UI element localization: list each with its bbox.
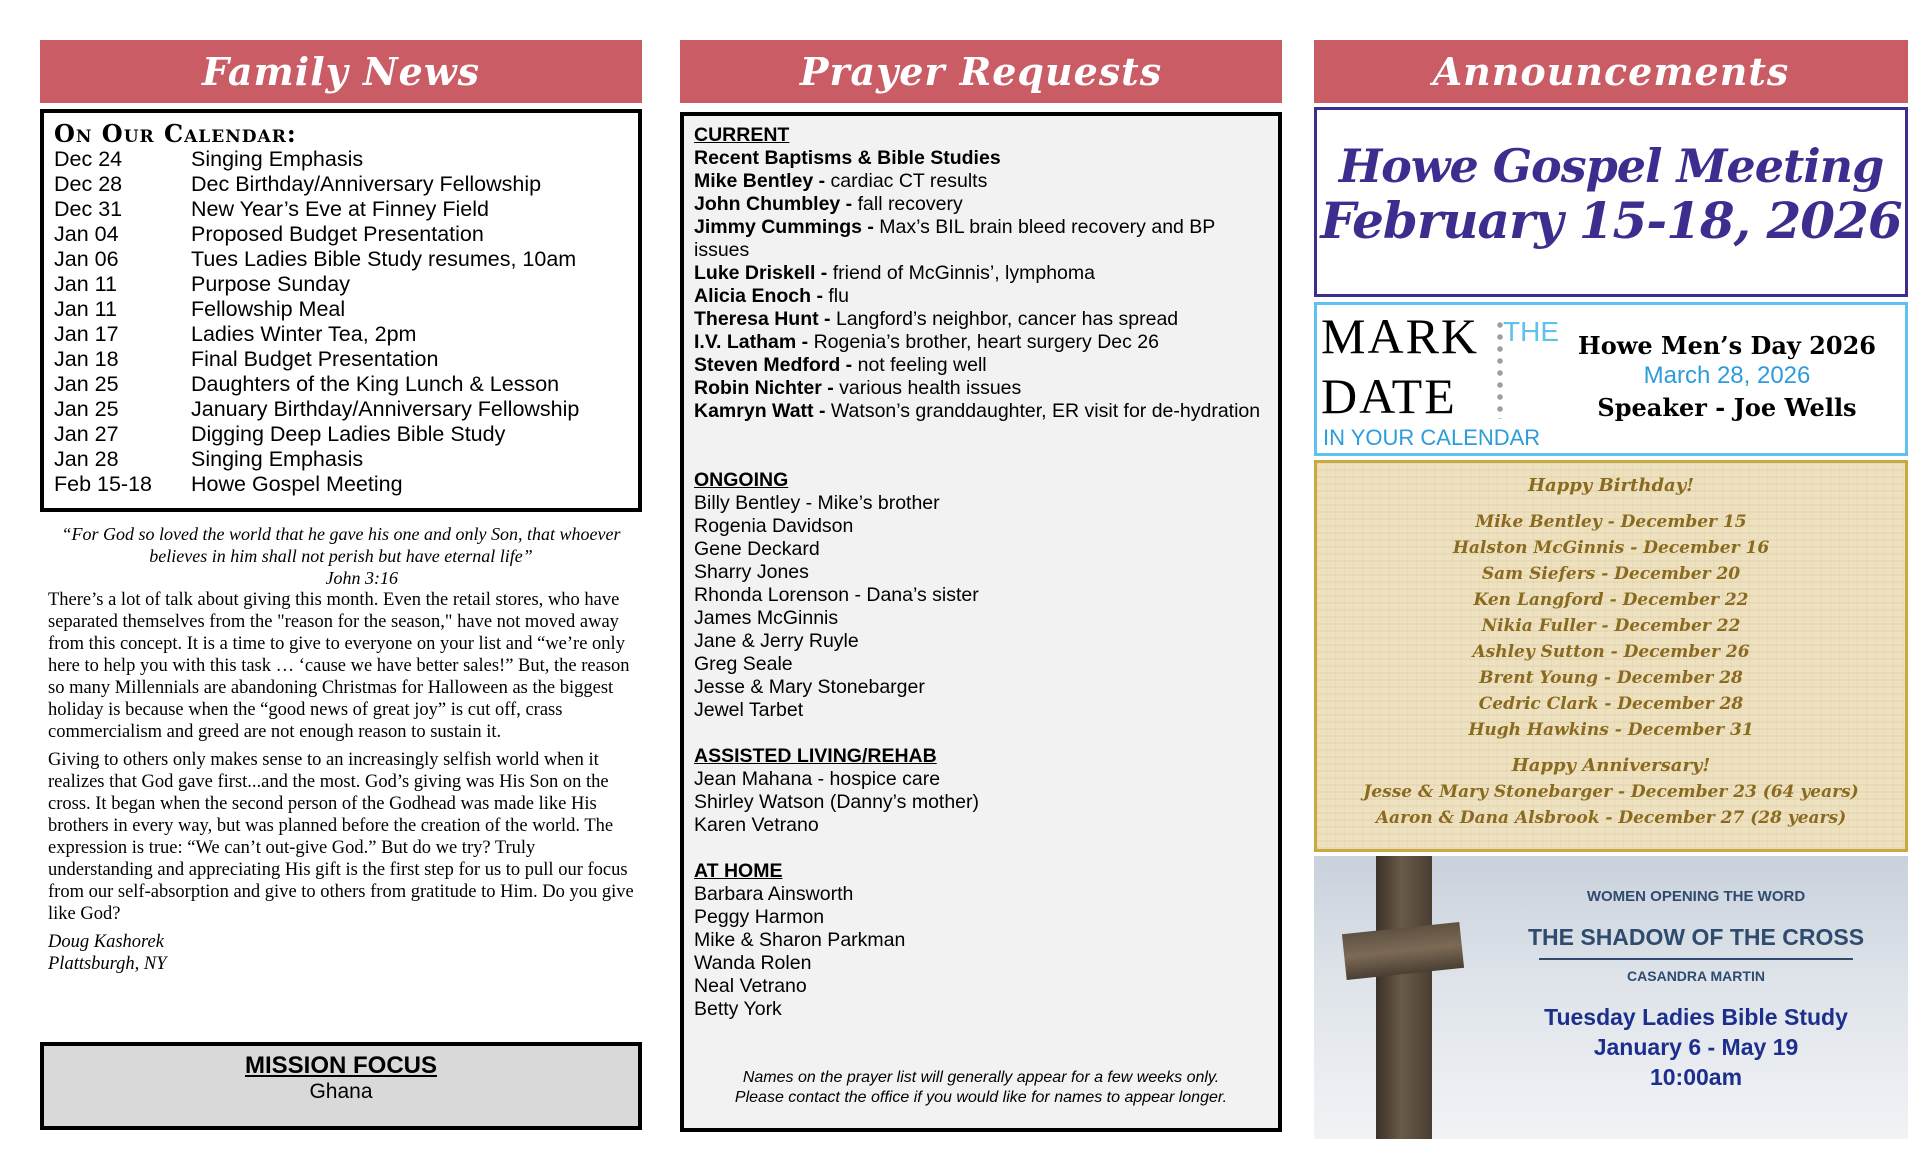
prayer-note: cardiac CT results [830, 170, 988, 192]
birthday-title: Happy Birthday! [1527, 475, 1695, 496]
calendar-row [54, 247, 628, 272]
mark-word: MARK [1321, 308, 1480, 364]
prayer-item: Jean Mahana - hospice care [694, 768, 941, 790]
prayer-name: Luke Driskell - [694, 262, 833, 284]
prayer-note: Langford’s neighbor, cancer has spread [835, 308, 1179, 330]
study-name: Tuesday Ladies Bible Study [1544, 1004, 1848, 1030]
article-author: Doug Kashorek [48, 932, 164, 952]
prayer-item [694, 193, 1268, 216]
spacer [1317, 499, 1905, 509]
announcements-column [1314, 40, 1908, 1139]
prayer-name: Steven Medford - [694, 354, 858, 376]
birthday-item: Hugh Hawkins - December 31 [1468, 720, 1754, 740]
mens-day-title: Howe Men’s Day 2026 [1578, 331, 1876, 360]
calendar-event: Proposed Budget Presentation [191, 222, 484, 246]
prayer-list-note [684, 1068, 1278, 1108]
prayer-requests-column [680, 40, 1282, 1132]
birthdays-anniversaries-box [1314, 460, 1908, 852]
spacer [694, 423, 1268, 469]
verse-reference: John 3:16 [325, 568, 398, 588]
calendar-date: Dec 28 [54, 172, 123, 196]
calendar-event: January Birthday/Anniversary Fellowship [191, 397, 580, 421]
prayer-item: Karen Vetrano [694, 814, 819, 836]
current-section-title: CURRENT [694, 124, 790, 146]
prayer-item: Rogenia Davidson [694, 515, 854, 537]
prayer-item: Peggy Harmon [694, 906, 825, 928]
prayer-item: Sharry Jones [694, 561, 809, 583]
birthday-item: Ashley Sutton - December 26 [1472, 642, 1750, 662]
birthday-item: Mike Bentley - December 15 [1475, 512, 1747, 532]
calendar-event: Purpose Sunday [191, 272, 350, 296]
calendar-date: Jan 11 [54, 272, 117, 296]
prayer-item: James McGinnis [694, 607, 839, 629]
devotional-article [48, 589, 642, 925]
prayer-item: Wanda Rolen [694, 952, 812, 974]
prayer-name: Kamryn Watt - [694, 400, 831, 422]
calendar-event: Dec Birthday/Anniversary Fellowship [191, 172, 542, 196]
calendar-date: Jan 06 [54, 247, 119, 271]
current-subtitle: Recent Baptisms & Bible Studies [694, 147, 1001, 169]
anniversary-item: Aaron & Dana Alsbrook - December 27 (28 years) [1375, 808, 1847, 828]
prayer-name: John Chumbley - [694, 193, 858, 215]
prayer-item: Greg Seale [694, 653, 793, 675]
prayer-item [694, 331, 1268, 354]
calendar-date: Jan 18 [54, 347, 119, 371]
calendar-date: Dec 31 [54, 197, 123, 221]
mens-day-info [1557, 331, 1897, 425]
spacer [1317, 743, 1905, 753]
prayer-name: Mike Bentley - [694, 170, 831, 192]
birthday-item: Brent Young - December 28 [1479, 668, 1743, 688]
verse-text: “For God so loved the world that he gave his one and only Son, that whoever believes in him shall not perish but have eternal life” [61, 524, 621, 566]
calendar-event: Singing Emphasis [191, 147, 364, 171]
calendar-date: Jan 11 [54, 297, 117, 321]
calendar-event: Fellowship Meal [191, 297, 346, 321]
calendar-row [54, 297, 628, 322]
birthday-item: Nikia Fuller - December 22 [1481, 616, 1741, 636]
calendar-event: New Year’s Eve at Finney Field [191, 197, 489, 221]
spacer [694, 837, 1268, 860]
calendar-event: Singing Emphasis [191, 447, 364, 471]
anniversary-title: Happy Anniversary! [1511, 755, 1711, 776]
calendar-list [54, 147, 628, 497]
prayer-item [694, 262, 1268, 285]
calendar-event: Daughters of the King Lunch & Lesson [191, 372, 560, 396]
in-your-calendar: IN YOUR CALENDAR [1323, 425, 1541, 450]
study-series: WOMEN OPENING THE WORD [1586, 888, 1806, 905]
prayer-note: flu [828, 285, 849, 307]
calendar-row [54, 172, 628, 197]
calendar-date: Jan 04 [54, 222, 119, 246]
cross-image [1376, 856, 1432, 1139]
calendar-row [54, 322, 628, 347]
prayer-item [694, 377, 1268, 400]
cross-beam-image [1342, 922, 1464, 980]
prayer-note-line: Please contact the office if you would like for names to appear longer. [734, 1089, 1228, 1106]
ongoing-section-title: ONGOING [694, 469, 789, 491]
prayer-name: Robin Nichter - [694, 377, 840, 399]
birthday-item: Sam Siefers - December 20 [1481, 564, 1741, 584]
home-section-title: AT HOME [694, 860, 783, 882]
calendar-event: Ladies Winter Tea, 2pm [191, 322, 417, 346]
mission-focus-title: MISSION FOCUS [244, 1052, 437, 1079]
spacer [694, 722, 1268, 745]
prayer-item: Rhonda Lorenson - Dana’s sister [694, 584, 979, 606]
mens-day-speaker: Speaker - Joe Wells [1597, 393, 1857, 422]
calendar-date: Feb 15-18 [54, 472, 153, 496]
assisted-section-title: ASSISTED LIVING/REHAB [694, 745, 937, 767]
prayer-item: Barbara Ainsworth [694, 883, 854, 905]
study-author: CASANDRA MARTIN [1627, 968, 1765, 984]
calendar-row [54, 272, 628, 297]
calendar-event: Final Budget Presentation [191, 347, 439, 371]
prayer-list-box [680, 112, 1282, 1132]
scripture-quote [40, 523, 642, 589]
prayer-item: Gene Deckard [694, 538, 820, 560]
prayer-item [694, 354, 1268, 377]
prayer-note: Watson’s granddaughter, ER visit for de-hydration [830, 400, 1261, 422]
calendar-row [54, 347, 628, 372]
prayer-note: Max’s BIL brain bleed recovery and BP issues [694, 216, 1215, 261]
article-paragraph: There’s a lot of talk about giving this month. Even the retail stores, who have separated themselves from the "reason for the season," have not moved away from this concept. It is a time to give to everyone on your list and “we’re only here to help you with this task … ‘cause we have better sales!” But, the reason so many Millennials are abandoning Christmas for Halloween as the biggest holiday is because when the “good news of great joy” is cut off, crass commercialism and greed are not enough reason to sustain it. [48, 590, 630, 742]
calendar-date: Jan 17 [54, 322, 119, 346]
prayer-item [694, 308, 1268, 331]
family-news-header: Family News [40, 40, 642, 103]
calendar-event: Howe Gospel Meeting [191, 472, 403, 496]
mission-focus-country: Ghana [309, 1080, 373, 1103]
prayer-item: Jane & Jerry Ruyle [694, 630, 859, 652]
mission-focus-box [40, 1042, 642, 1130]
calendar-date: Dec 24 [54, 147, 123, 171]
calendar-row [54, 147, 628, 172]
study-time: 10:00am [1649, 1064, 1743, 1090]
gospel-meeting-box [1314, 107, 1908, 297]
calendar-date: Jan 27 [54, 422, 119, 446]
calendar-event: Tues Ladies Bible Study resumes, 10am [191, 247, 577, 271]
prayer-note: fall recovery [857, 193, 963, 215]
study-book-title: THE SHADOW OF THE CROSS [1527, 924, 1865, 950]
date-word: DATE [1321, 368, 1457, 424]
prayer-item: Neal Vetrano [694, 975, 807, 997]
prayer-item: Jesse & Mary Stonebarger [694, 676, 925, 698]
article-paragraph: Giving to others only makes sense to an increasingly selfish world when it realizes that God gave first...and the most. God’s giving was His Son on the cross. It began when the second person of the Godhead was made like His brothers in every way, but was planned before the creation of the world. The expression is true: “We can’t out-give God.” But do we try? Truly understanding and appreciating His gift is the first step for us to pull our focus from our self-absorption and give to others from gratitude to Him. Do you give like God? [48, 750, 634, 924]
calendar-row [54, 372, 628, 397]
calendar-date: Jan 28 [54, 447, 119, 471]
prayer-item [694, 170, 1268, 193]
prayer-note: various health issues [839, 377, 1022, 399]
prayer-item: Shirley Watson (Danny’s mother) [694, 791, 980, 813]
family-news-column [40, 40, 642, 1103]
prayer-name: Theresa Hunt - [694, 308, 836, 330]
calendar-event: Digging Deep Ladies Bible Study [191, 422, 506, 446]
birthday-item: Ken Langford - December 22 [1473, 590, 1749, 610]
calendar-row [54, 197, 628, 222]
ladies-bible-study-box [1314, 856, 1908, 1139]
prayer-item: Jewel Tarbet [694, 699, 804, 721]
prayer-note: not feeling well [857, 354, 987, 376]
mens-day-date: March 28, 2026 [1643, 362, 1811, 389]
prayer-name: Alicia Enoch - [694, 285, 829, 307]
prayer-note: Rogenia’s brother, heart surgery Dec 26 [813, 331, 1159, 353]
gospel-meeting-dates: February 15-18, 2026 [1320, 191, 1902, 250]
calendar-box [40, 109, 642, 512]
prayer-name: Jimmy Cummings - [694, 216, 880, 238]
announcements-header: Announcements [1314, 40, 1908, 103]
article-location: Plattsburgh, NY [48, 954, 167, 974]
prayer-item [694, 216, 1268, 262]
calendar-row [54, 222, 628, 247]
calendar-row [54, 472, 628, 497]
calendar-row [54, 397, 628, 422]
prayer-item: Billy Bentley - Mike’s brother [694, 492, 940, 514]
the-word: THE [1503, 316, 1559, 347]
calendar-row [54, 422, 628, 447]
anniversary-item: Jesse & Mary Stonebarger - December 23 (64 years) [1363, 782, 1859, 802]
calendar-row [54, 447, 628, 472]
prayer-item [694, 285, 1268, 308]
prayer-name: I.V. Latham - [694, 331, 814, 353]
study-dates: January 6 - May 19 [1593, 1034, 1799, 1060]
prayer-item: Betty York [694, 998, 782, 1020]
mark-the-date-box [1314, 302, 1908, 456]
prayer-item [694, 400, 1268, 423]
prayer-note: friend of McGinnis’, lymphoma [832, 262, 1095, 284]
calendar-date: Jan 25 [54, 397, 119, 421]
calendar-title: On Our Calendar: [54, 119, 297, 148]
gospel-meeting-title: Howe Gospel Meeting [1338, 139, 1884, 193]
prayer-item: Mike & Sharon Parkman [694, 929, 906, 951]
prayer-note-line: Names on the prayer list will generally appear for a few weeks only. [742, 1069, 1220, 1086]
prayer-requests-header: Prayer Requests [680, 40, 1282, 103]
birthday-item: Halston McGinnis - December 16 [1452, 538, 1770, 558]
divider-line [1539, 958, 1853, 960]
birthday-item: Cedric Clark - December 28 [1478, 694, 1744, 714]
calendar-date: Jan 25 [54, 372, 119, 396]
